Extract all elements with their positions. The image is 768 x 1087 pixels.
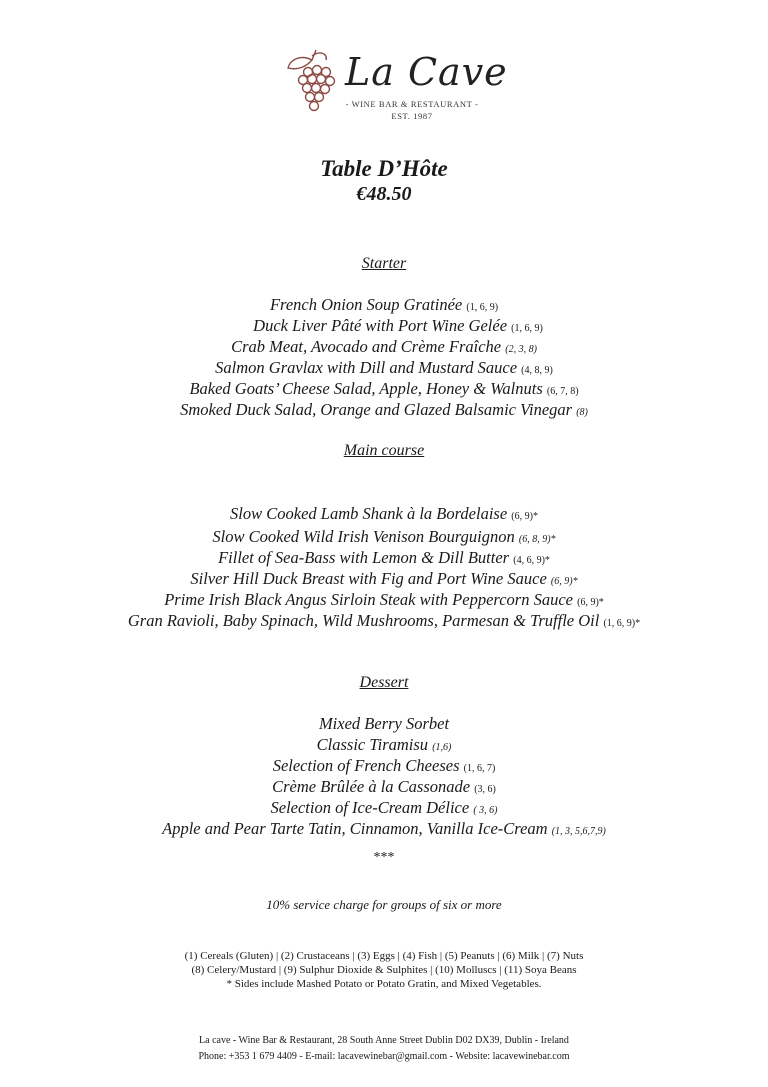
logo-tagline: - WINE BAR & RESTAURANT - xyxy=(345,99,479,109)
allergen-codes: (1, 6, 9) xyxy=(466,302,499,313)
allergen-legend-line: (8) Celery/Mustard | (9) Sulphur Dioxide & Sulphites | (10) Molluscs | (11) Soya Beans xyxy=(191,964,577,976)
allergen-codes: (6, 9)* xyxy=(511,511,538,522)
allergen-codes: (6, 9)* xyxy=(577,597,604,608)
starter-item: Crab Meat, Avocado and Crème Fraîche (2, 3, 8) xyxy=(231,337,537,356)
dessert-item: Mixed Berry Sorbet xyxy=(318,714,450,733)
footer-address: La cave - Wine Bar & Restaurant, 28 South Anne Street Dublin D02 DX39, Dublin - Ireland xyxy=(199,1035,569,1046)
allergen-legend-line: (1) Cereals (Gluten) | (2) Crustaceans | (3) Eggs | (4) Fish | (5) Peanuts | (6) Milk | (7) Nuts xyxy=(184,950,584,962)
allergen-codes: (1, 3, 5,6,7,9) xyxy=(551,826,606,837)
allergen-codes: (6, 7, 8) xyxy=(546,386,579,397)
dessert-item: Apple and Pear Tarte Tatin, Cinnamon, Vanilla Ice-Cream (1, 3, 5,6,7,9) xyxy=(162,819,606,838)
allergen-codes: (3, 6) xyxy=(474,784,496,795)
dessert-heading: Dessert xyxy=(359,674,409,691)
allergen-codes: (1, 6, 7) xyxy=(463,763,496,774)
allergen-codes: (1,6) xyxy=(432,742,452,753)
logo-established: EST. 1987 xyxy=(391,111,433,121)
menu-title: Table D’Hôte xyxy=(320,156,448,181)
starter-item: Baked Goats’ Cheese Salad, Apple, Honey & Walnuts (6, 7, 8) xyxy=(189,379,579,398)
dessert-item: Crème Brûlée à la Cassonade (3, 6) xyxy=(272,777,496,796)
allergen-codes: ( 3, 6) xyxy=(473,805,498,816)
main-course-heading: Main course xyxy=(343,442,425,459)
main-course-item: Slow Cooked Lamb Shank à la Bordelaise (6, 9)* xyxy=(230,504,538,523)
main-course-item: Gran Ravioli, Baby Spinach, Wild Mushrooms, Parmesan & Truffle Oil (1, 6, 9)* xyxy=(127,611,641,630)
starter-item: Duck Liver Pâté with Port Wine Gelée (1, 6, 9) xyxy=(253,316,543,335)
starter-item: French Onion Soup Gratinée (1, 6, 9) xyxy=(269,295,499,314)
allergen-codes: (1, 6, 9) xyxy=(511,323,543,334)
starter-item: Salmon Gravlax with Dill and Mustard Sauce (4, 8, 9) xyxy=(215,358,553,377)
logo-name: La Cave xyxy=(345,50,508,94)
separator: *** xyxy=(373,850,395,865)
main-course-item: Fillet of Sea-Bass with Lemon & Dill Butter (4, 6, 9)* xyxy=(218,548,550,567)
dessert-item: Classic Tiramisu (1,6) xyxy=(316,735,452,754)
footer-contact: Phone: +353 1 679 4409 - E-mail: lacavewinebar@gmail.com - Website: lacavewinebar.com xyxy=(198,1051,570,1062)
dessert-item: Selection of French Cheeses (1, 6, 7) xyxy=(272,756,496,775)
allergen-codes: (6, 8, 9)* xyxy=(518,534,556,545)
main-course-item: Slow Cooked Wild Irish Venison Bourguignon (6, 8, 9)* xyxy=(212,527,556,546)
allergen-codes: (4, 6, 9)* xyxy=(513,555,550,566)
menu-price: €48.50 xyxy=(356,183,412,205)
restaurant-logo xyxy=(0,40,768,130)
allergen-codes: (4, 8, 9) xyxy=(521,365,553,376)
allergen-codes: (1, 6, 9)* xyxy=(603,618,641,629)
allergen-codes: (6, 9)* xyxy=(550,576,578,587)
main-course-item: Prime Irish Black Angus Sirloin Steak with Peppercorn Sauce (6, 9)* xyxy=(164,590,604,609)
service-charge-note: 10% service charge for groups of six or more xyxy=(266,897,502,912)
starter-heading: Starter xyxy=(361,255,407,272)
grapes-icon xyxy=(282,46,342,126)
allergen-codes: (2, 3, 8) xyxy=(505,344,537,355)
dessert-item: Selection of Ice-Cream Délice ( 3, 6) xyxy=(270,798,498,817)
allergen-codes: (8) xyxy=(576,407,588,418)
sides-note: * Sides include Mashed Potato or Potato Gratin, and Mixed Vegetables. xyxy=(226,978,542,990)
main-course-item: Silver Hill Duck Breast with Fig and Port Wine Sauce (6, 9)* xyxy=(190,569,578,588)
starter-item: Smoked Duck Salad, Orange and Glazed Balsamic Vinegar (8) xyxy=(180,400,588,419)
